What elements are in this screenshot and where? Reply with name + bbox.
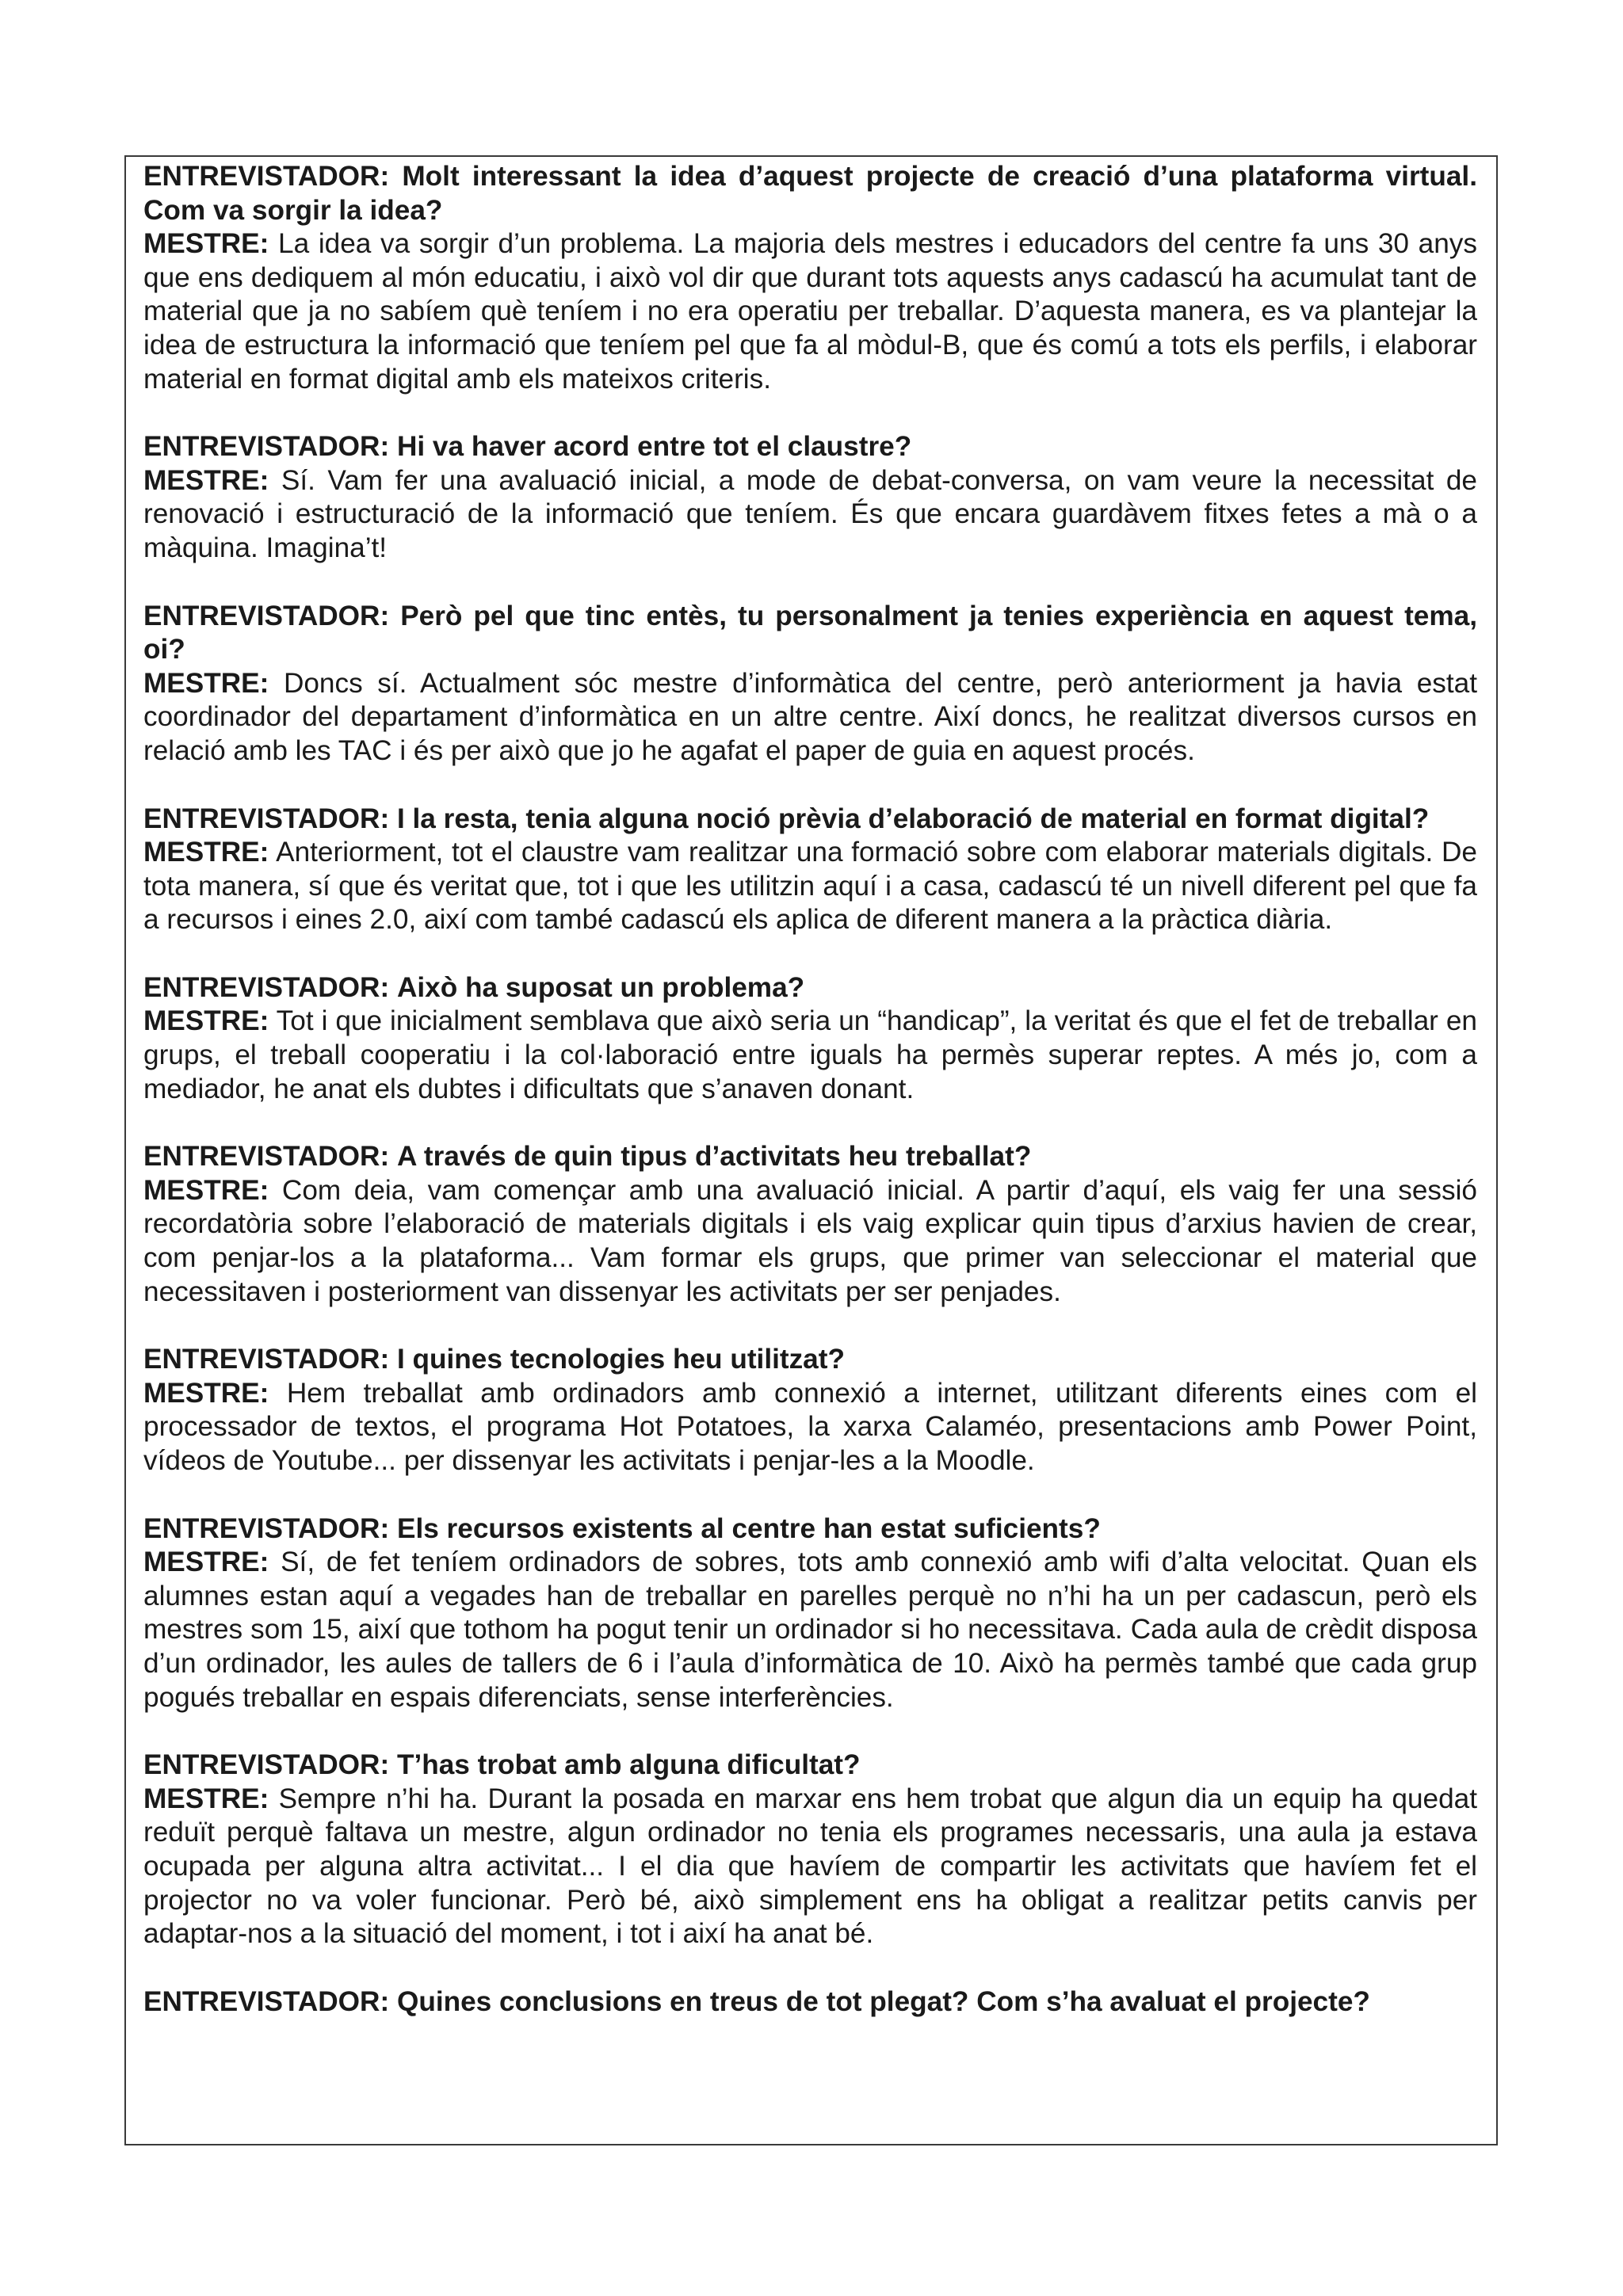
interviewer-question — [143, 1343, 1477, 1377]
answer-text: Sí, de fet teníem ordinadors de sobres, tots amb connexió amb wifi d’alta velocitat. Quan els alumnes estan aquí a vegades han de treballar en parelles perquè no n’hi ha un per cadascun, però els mestres som 15, així que tothom ha pogut tenir un ordinador si ho necessitava. Cada aula de crèdit disposa d’un ordinador, les aules de tallers de 6 i l’aula d’informàtica de 10. Això ha permès també que cada grup pogués treballar en espais diferenciats, sense interferències. — [143, 1547, 1477, 1713]
interviewer-label: ENTREVISTADOR: — [143, 1749, 390, 1781]
teacher-answer — [143, 667, 1477, 769]
qa-block — [143, 160, 1477, 396]
interviewer-question — [143, 1749, 1477, 1783]
teacher-label: MESTRE: — [143, 228, 269, 260]
answer-text: Doncs sí. Actualment sóc mestre d’informàtica del centre, però anteriorment ja havia estat coordinador del departament d’informàtica en un altre centre. Així doncs, he realitzat diversos cursos en relació amb les TAC i és per això que jo he agafat el paper de guia en aquest procés. — [143, 667, 1477, 766]
answer-text: Sempre n’hi ha. Durant la posada en marxar ens hem trobat que algun dia un equip ha quedat reduït perquè faltava un mestre, algun ordinador no tenia els programes necessaris, una aula ja estava ocupada per alguna altra activitat... I el dia que havíem de compartir les activitats que havíem fet el projector no va voler funcionar. Però bé, això simplement ens ha obligat a realitzar petits canvis per adaptar-nos a la situació del moment, i tot i així ha anat bé. — [143, 1783, 1478, 1950]
qa-block — [143, 803, 1477, 937]
interviewer-label: ENTREVISTADOR: — [143, 161, 390, 192]
interviewer-label: ENTREVISTADOR: — [143, 1344, 390, 1375]
interviewer-question — [143, 160, 1477, 227]
interviewer-question — [143, 600, 1477, 667]
interviewer-label: ENTREVISTADOR: — [143, 1512, 390, 1544]
answer-text: Com deia, vam començar amb una avaluació inicial. A partir d’aquí, els vaig fer una sessió recordatòria sobre l’elaboració de materials digitals i els vaig explicar quin tipus d’arxius havien de crear, com penjar-los a la plataforma... Vam formar els grups, que primer van seleccionar el material que necessitaven i posteriorment van dissenyar les activitats per ser penjades. — [143, 1174, 1478, 1307]
interviewer-label: ENTREVISTADOR: — [143, 1141, 390, 1173]
teacher-label: MESTRE: — [143, 1377, 269, 1409]
teacher-label: MESTRE: — [143, 837, 269, 868]
answer-text: La idea va sorgir d’un problema. La majoria dels mestres i educadors del centre fa uns 30 anys que ens dediquem al món educatiu, i això vol dir que durant tots aquests anys cadascú ha acumulat tant de material que ja no sabíem què teníem i no era operatiu per treballar. D’aquesta manera, es va plantejar la idea de estructura la informació que teníem pel que fa al mòdul-B, que és comú a tots els perfils, i elaborar material en format digital amb els mateixos criteris. — [143, 228, 1477, 395]
teacher-answer — [143, 1005, 1477, 1106]
qa-block — [143, 1749, 1477, 1951]
question-text: Hi va haver acord entre tot el claustre? — [396, 431, 912, 463]
teacher-label: MESTRE: — [143, 464, 269, 496]
teacher-label: MESTRE: — [143, 667, 269, 699]
teacher-answer — [143, 1174, 1477, 1309]
question-text: A través de quin tipus d’activitats heu treballat? — [396, 1141, 1032, 1173]
qa-block — [143, 1140, 1477, 1309]
question-text: Això ha suposat un problema? — [396, 971, 805, 1003]
answer-text: Hem treballat amb ordinadors amb connexió a internet, utilitzant diferents eines com el processador de textos, el programa Hot Potatoes, la xarxa Calaméo, presentacions amb Power Point, vídeos de Youtube... per dissenyar les activitats i penjar-les a la Moodle. — [143, 1377, 1477, 1476]
interviewer-label: ENTREVISTADOR: — [143, 431, 390, 463]
question-text: Molt interessant la idea d’aquest projecte de creació d’una plataforma virtual. Com va sorgir la idea? — [143, 161, 1477, 226]
answer-text: Tot i que inicialment semblava que això seria un “handicap”, la veritat és que el fet de treballar en grups, el treball cooperatiu i la col·laboració entre iguals ha permès superar reptes. A més jo, com a mediador, he anat els dubtes i dificultats que s’anaven donant. — [143, 1005, 1477, 1104]
interviewer-question — [143, 971, 1477, 1005]
qa-block — [143, 600, 1477, 769]
interviewer-question — [143, 1140, 1477, 1174]
interview-transcript-box — [124, 155, 1498, 2145]
qa-block — [143, 971, 1477, 1106]
teacher-answer — [143, 227, 1477, 396]
teacher-answer — [143, 1377, 1477, 1478]
qa-block — [143, 1512, 1477, 1715]
interviewer-label: ENTREVISTADOR: — [143, 600, 390, 631]
teacher-label: MESTRE: — [143, 1547, 269, 1578]
question-text: T’has trobat amb alguna dificultat? — [396, 1749, 861, 1781]
teacher-answer — [143, 464, 1477, 566]
teacher-label: MESTRE: — [143, 1783, 269, 1814]
question-text: Els recursos existents al centre han estat suficients? — [396, 1512, 1101, 1544]
interviewer-question — [143, 1512, 1477, 1547]
teacher-answer — [143, 1546, 1477, 1714]
interviewer-label: ENTREVISTADOR: — [143, 971, 390, 1003]
question-text: Però pel que tinc entès, tu personalment ja tenies experiència en aquest tema, oi? — [143, 600, 1477, 666]
question-text: I quines tecnologies heu utilitzat? — [396, 1344, 845, 1375]
qa-block — [143, 1985, 1477, 2019]
interviewer-question — [143, 803, 1477, 837]
answer-text: Anteriorment, tot el claustre vam realitzar una formació sobre com elaborar materials digitals. De tota manera, sí que és veritat que, tot i que les utilitzin aquí i a casa, cadascú té un nivell diferent pel que fa a recursos i eines 2.0, així com també cadascú els aplica de diferent manera a la pràctica diària. — [143, 837, 1477, 936]
interviewer-question — [143, 1985, 1477, 2019]
interviewer-label: ENTREVISTADOR: — [143, 1985, 390, 2017]
interviewer-question — [143, 430, 1477, 464]
teacher-label: MESTRE: — [143, 1005, 269, 1037]
teacher-label: MESTRE: — [143, 1174, 269, 1206]
question-text: Quines conclusions en treus de tot plegat? Com s’ha avaluat el projecte? — [396, 1985, 1370, 2017]
qa-block — [143, 1343, 1477, 1478]
qa-block — [143, 430, 1477, 565]
teacher-answer — [143, 836, 1477, 937]
question-text: I la resta, tenia alguna noció prèvia d’elaboració de material en format digital? — [396, 803, 1430, 834]
answer-text: Sí. Vam fer una avaluació inicial, a mode de debat-conversa, on vam veure la necessitat de renovació i estructuració de la informació que teníem. És que encara guardàvem fitxes fetes a mà o a màquina. Imagina’t! — [143, 464, 1478, 563]
interviewer-label: ENTREVISTADOR: — [143, 803, 390, 834]
teacher-answer — [143, 1783, 1477, 1951]
